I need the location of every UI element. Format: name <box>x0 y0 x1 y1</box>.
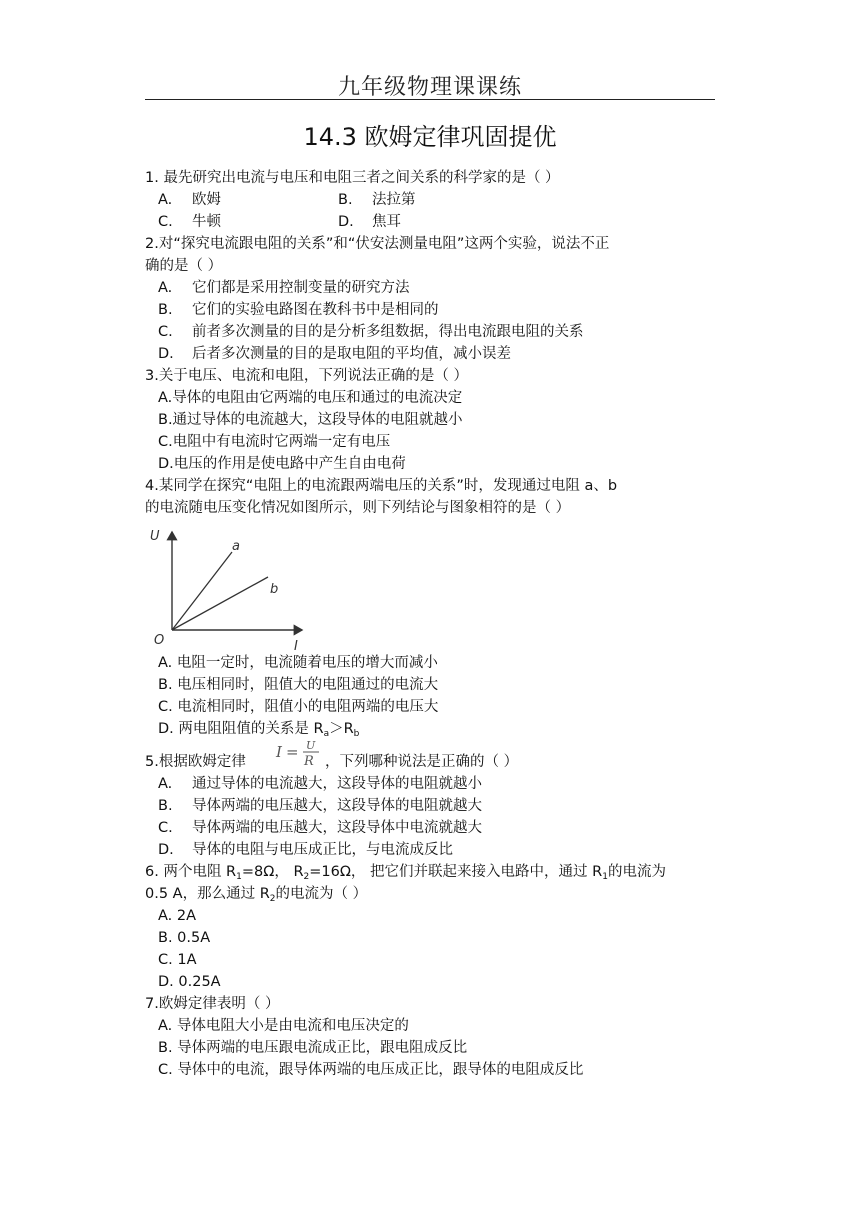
stem-text: 的电流为 <box>607 864 666 880</box>
option-text: 牛顿 <box>192 214 221 230</box>
stem-text: 的电流为（ ） <box>275 886 368 902</box>
page-header-title: 九年级物理课课练 <box>337 75 522 100</box>
option-d-mid: ＞R <box>329 721 354 737</box>
option-letter: B. <box>338 192 353 208</box>
option-letter: B. <box>158 302 173 318</box>
question-2-option-d <box>158 344 511 364</box>
option-text: 焦耳 <box>372 214 401 230</box>
question-2-option-c <box>158 322 584 342</box>
question-4-option-a: A. 电阻一定时，电流随着电压的增大而减小 <box>158 655 438 671</box>
question-2-option-a <box>158 278 410 298</box>
option-letter: B. <box>158 798 173 814</box>
option-text: 通过导体的电流越大，这段导体的电阻就越小 <box>192 776 482 792</box>
question-4-stem-line-2: 的电流随电压变化情况如图所示，则下列结论与图象相符的是（ ） <box>145 500 571 516</box>
question-2-stem-line-2: 确的是（ ） <box>145 258 223 274</box>
option-text: 法拉第 <box>372 192 416 208</box>
formula-numerator: U <box>306 739 316 752</box>
subscript-2: 2 <box>303 872 310 882</box>
question-3-option-b: B.通过导体的电流越大，这段导体的电阻就越小 <box>158 412 463 428</box>
question-4-option-c: C. 电流相同时，阻值小的电阻两端的电压大 <box>158 699 439 715</box>
question-4-option-b: B. 电压相同时，阻值大的电阻通过的电流大 <box>158 677 439 693</box>
option-letter: A. <box>158 192 173 208</box>
subscript-a: a <box>323 729 330 739</box>
option-letter: A. <box>158 776 173 792</box>
graph-line-a <box>172 552 232 630</box>
option-letter: C. <box>158 324 173 340</box>
question-3-option-d: D.电压的作用是使电路中产生自由电荷 <box>158 456 406 472</box>
option-letter: A. <box>158 280 173 296</box>
option-text: 前者多次测量的目的是分析多组数据，得出电流跟电阻的关系 <box>192 324 584 340</box>
option-text: 它们都是采用控制变量的研究方法 <box>192 280 410 296</box>
stem-text: =8Ω， R <box>241 864 304 880</box>
document-title: 14.3 欧姆定律巩固提优 <box>303 123 557 151</box>
subscript-1: 1 <box>602 872 608 882</box>
option-letter: C. <box>158 214 173 230</box>
question-3-option-a: A.导体的电阻由它两端的电压和通过的电流决定 <box>158 390 463 406</box>
option-text: 导体的电阻与电压成正比，与电流成反比 <box>192 842 453 858</box>
ohms-law-formula <box>275 738 323 766</box>
question-5-stem-prefix: 5.根据欧姆定律 <box>145 754 246 770</box>
question-6-option-c: C. 1A <box>158 952 197 968</box>
option-letter: D. <box>158 842 174 858</box>
subscript-2: 2 <box>269 894 276 904</box>
graph-line-b <box>172 577 268 630</box>
subscript-b: b <box>353 729 360 739</box>
option-letter: C. <box>158 820 173 836</box>
question-5-option-b <box>158 796 482 816</box>
question-7-option-b: B. 导体两端的电压跟电流成正比，跟电阻成反比 <box>158 1040 468 1056</box>
question-7-stem: 7.欧姆定律表明（ ） <box>145 996 280 1012</box>
option-text: 它们的实验电路图在教科书中是相同的 <box>192 302 439 318</box>
question-6-option-b: B. 0.5A <box>158 930 211 946</box>
stem-text: =16Ω， 把它们并联起来接入电路中，通过 R <box>309 864 603 880</box>
option-letter: D. <box>338 214 354 230</box>
question-6-option-a: A. 2A <box>158 908 197 924</box>
question-4-option-d <box>158 719 359 744</box>
option-d-prefix: D. 两电阻阻值的关系是 R <box>158 721 324 737</box>
question-5-stem-suffix: ，下列哪种说法是正确的（ ） <box>325 754 519 770</box>
graph-y-label: U <box>150 529 160 544</box>
u-i-graph <box>148 526 308 654</box>
option-text: 导体两端的电压越大，这段导体中电流就越大 <box>192 820 482 836</box>
question-1-stem: 1. 最先研究出电流与电压和电阻三者之间关系的科学家的是（ ） <box>145 170 560 186</box>
question-4-stem-line-1: 4.某同学在探究“电阻上的电流跟两端电压的关系”时，发现通过电阻 a、b <box>145 478 618 494</box>
graph-line-b-label: b <box>270 582 279 597</box>
stem-text: 6. 两个电阻 R <box>145 864 237 880</box>
option-text: 导体两端的电压越大，这段导体的电阻就越大 <box>192 798 482 814</box>
question-3-stem: 3.关于电压、电流和电阻，下列说法正确的是（ ） <box>145 368 468 384</box>
header-divider <box>145 99 715 100</box>
formula-equals: = <box>286 743 299 761</box>
question-1-option-a <box>158 190 221 210</box>
subscript-1: 1 <box>236 872 242 882</box>
option-letter: D. <box>158 346 174 362</box>
formula-lhs: I <box>276 743 282 761</box>
question-5-option-c <box>158 818 482 838</box>
formula-denominator: R <box>304 754 314 766</box>
question-6-option-d: D. 0.25A <box>158 974 221 990</box>
option-text: 后者多次测量的目的是取电阻的平均值，减小误差 <box>192 346 511 362</box>
question-5-option-d <box>158 840 453 860</box>
question-2-stem-line-1: 2.对“探究电流跟电阻的关系”和“伏安法测量电阻”这两个实验，说法不正 <box>145 236 610 252</box>
question-1-option-c <box>158 212 221 232</box>
question-5-option-a <box>158 774 482 794</box>
question-7-option-c: C. 导体中的电流，跟导体两端的电压成正比，跟导体的电阻成反比 <box>158 1062 584 1078</box>
question-2-option-b <box>158 300 439 320</box>
question-1-option-d <box>338 212 401 232</box>
option-text: 欧姆 <box>192 192 221 208</box>
graph-line-a-label: a <box>232 539 240 554</box>
question-1-option-b <box>338 190 416 210</box>
question-7-option-a: A. 导体电阻大小是由电流和电压决定的 <box>158 1018 409 1034</box>
graph-origin-label: O <box>154 633 165 648</box>
question-3-option-c: C.电阻中有电流时它两端一定有电压 <box>158 434 391 450</box>
graph-x-label: I <box>294 639 298 654</box>
stem-text: 0.5 A，那么通过 R <box>145 886 270 902</box>
